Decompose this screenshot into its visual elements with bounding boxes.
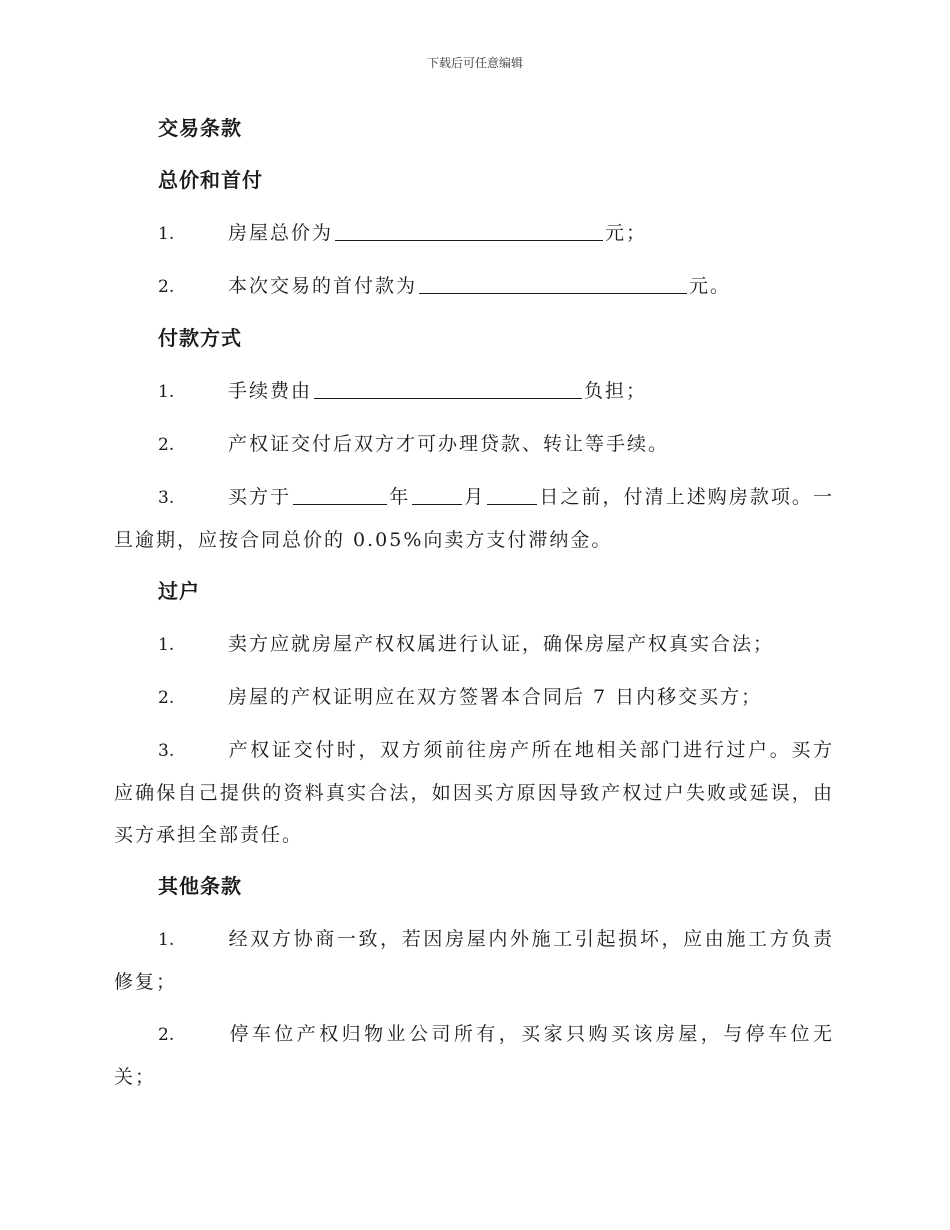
- blank-field-down-payment[interactable]: [419, 273, 687, 294]
- clause-text: 房屋的产权证明应在双方签署本合同后 7 日内移交买方；: [228, 686, 763, 708]
- clause-down-payment: [114, 265, 834, 308]
- clause-text: 本次交易的首付款为: [228, 275, 418, 297]
- blank-field-fee-payer[interactable]: [314, 378, 582, 399]
- blank-field-year[interactable]: [293, 484, 387, 505]
- clause-number: 2.: [158, 435, 175, 455]
- section-title-payment: 付款方式: [158, 326, 242, 350]
- section-title-price: 总价和首付: [158, 168, 263, 192]
- clause-deadline: [114, 476, 834, 561]
- clause-other-2: [114, 1013, 834, 1098]
- clause-transfer-1: [114, 623, 834, 666]
- clause-number: 1.: [158, 382, 175, 402]
- clause-number: 2.: [158, 1025, 175, 1045]
- clause-text: 日之前，付清上述购房款项。一旦逾期，应按合同总价的 0.05%向卖方支付滞纳金。: [114, 486, 834, 551]
- section-title-transfer: 过户: [158, 579, 200, 603]
- blank-field-month[interactable]: [412, 484, 462, 505]
- clause-number: 1.: [158, 635, 175, 655]
- clause-text: 经双方协商一致，若因房屋内外施工引起损坏，应由施工方负责修复；: [114, 928, 834, 993]
- page-header: 下载后可任意编辑: [426, 56, 523, 70]
- clause-text: 元；: [605, 222, 648, 244]
- clause-transfer-3: [114, 729, 834, 856]
- clause-total-price: [114, 212, 834, 255]
- clause-transfer-2: [114, 676, 834, 719]
- clause-other-1: [114, 918, 834, 1003]
- section-title-other: 其他条款: [158, 874, 242, 898]
- clause-text: 产权证交付后双方才可办理贷款、转让等手续。: [228, 433, 670, 455]
- clause-text: 停车位产权归物业公司所有，买家只购买该房屋，与停车位无关；: [114, 1023, 834, 1088]
- clause-text: 负担；: [584, 380, 648, 402]
- clause-text: 卖方应就房屋产权权属进行认证，确保房屋产权真实合法；: [228, 633, 775, 655]
- blank-field-day[interactable]: [487, 484, 537, 505]
- clause-number: 2.: [158, 688, 175, 708]
- clause-number: 2.: [158, 277, 175, 297]
- clause-text: 房屋总价为: [228, 222, 334, 244]
- clause-text: 买方于: [228, 486, 292, 508]
- clause-number: 3.: [158, 488, 175, 508]
- clause-number: 1.: [158, 224, 175, 244]
- clause-fee: [114, 370, 834, 413]
- clause-text: 元。: [689, 275, 732, 297]
- clause-text: 月: [464, 486, 486, 508]
- clause-text: 手续费由: [228, 380, 313, 402]
- blank-field-total-price[interactable]: [335, 220, 603, 241]
- clause-loan: [114, 423, 834, 466]
- document-body: [114, 108, 834, 1108]
- clause-number: 3.: [158, 741, 175, 761]
- clause-text: 年: [389, 486, 411, 508]
- section-title-trade-terms: 交易条款: [158, 116, 242, 140]
- clause-number: 1.: [158, 930, 175, 950]
- clause-text: 产权证交付时，双方须前往房产所在地相关部门进行过户。买方应确保自己提供的资料真实合法，如因买方原因导致产权过户失败或延误，由买方承担全部责任。: [114, 739, 834, 846]
